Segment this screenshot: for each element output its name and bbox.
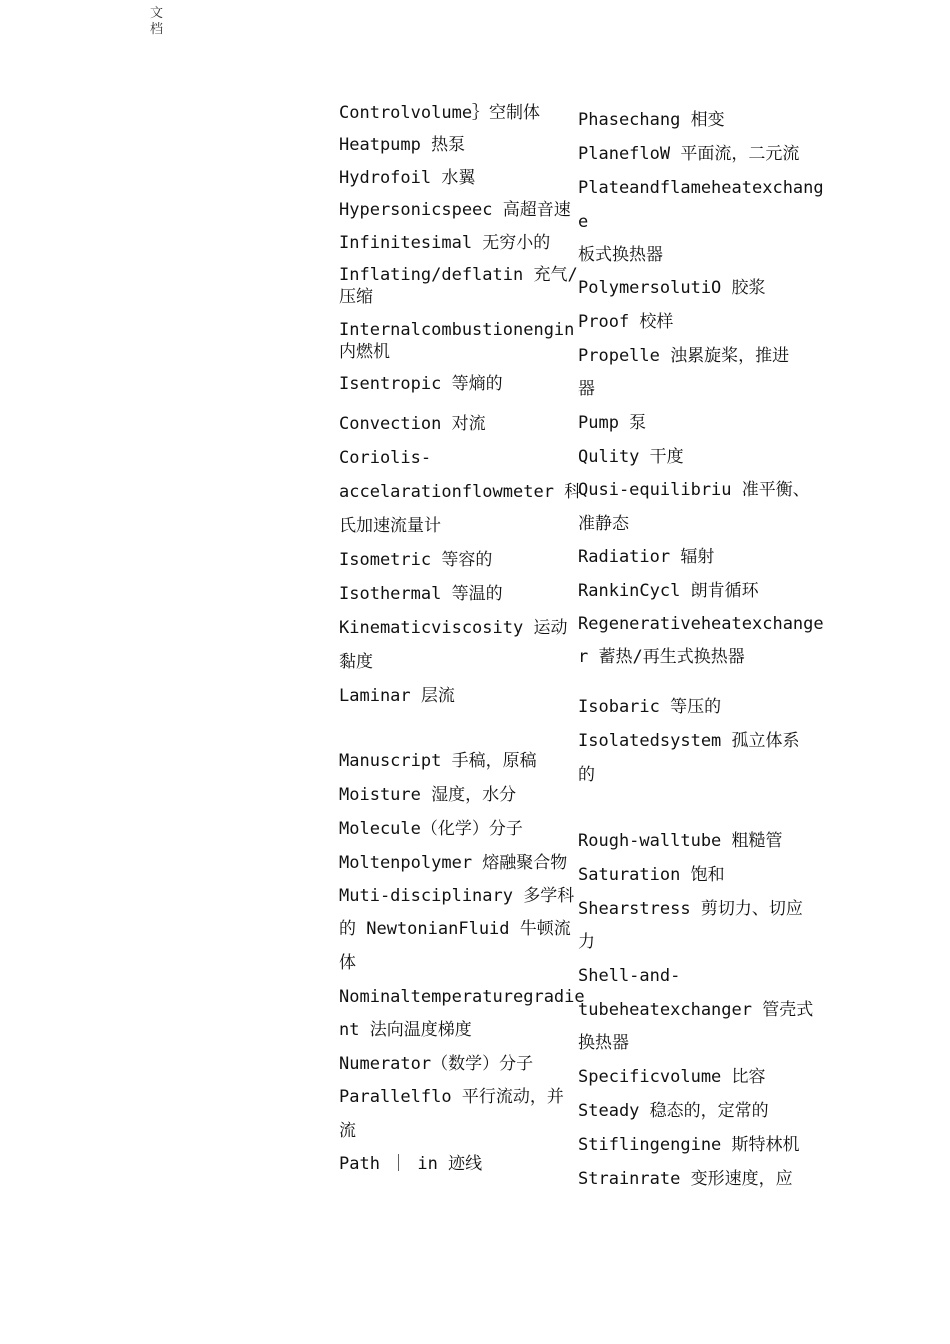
glossary-entry: Moltenpolymer 熔融聚合物	[339, 853, 568, 873]
glossary-entry: Proof 校样	[578, 312, 674, 332]
glossary-entry: Rough-walltube 粗糙管	[578, 831, 783, 851]
glossary-entry: Inflating/deflatin 充气/	[339, 265, 578, 285]
glossary-entry: 氏加速流量计	[339, 516, 441, 536]
glossary-entry: Strainrate 变形速度，应	[578, 1169, 793, 1189]
glossary-entry: tubeheatexchanger 管壳式	[578, 1000, 814, 1020]
glossary-entry: nt 法向温度梯度	[339, 1020, 472, 1040]
glossary-entry: Qusi-equilibriu 准平衡、	[578, 480, 810, 500]
glossary-entry: Shearstress 剪切力、切应	[578, 899, 803, 919]
glossary-entry: Heatpump 热泵	[339, 135, 466, 155]
glossary-entry: Laminar 层流	[339, 686, 455, 706]
glossary-entry: Infinitesimal 无穷小的	[339, 233, 551, 253]
glossary-entry: Pump 泵	[578, 413, 647, 433]
glossary-entry: Parallelflo 平行流动，并	[339, 1087, 564, 1107]
glossary-entry: PolymersolutiO 胶浆	[578, 278, 766, 298]
glossary-entry: Nominaltemperaturegradie	[339, 987, 585, 1007]
glossary-entry: 的	[578, 765, 595, 785]
glossary-entry: 内燃机	[339, 342, 390, 362]
glossary-entry: Molecule（化学）分子	[339, 819, 523, 839]
glossary-entry: Controlvolume｝空制体	[339, 103, 541, 123]
glossary-entry: Radiatior 辐射	[578, 547, 715, 567]
glossary-entry: Isolatedsystem 孤立体系	[578, 731, 800, 751]
glossary-entry: PlanefloW 平面流，二元流	[578, 144, 800, 164]
glossary-entry: Convection 对流	[339, 414, 486, 434]
glossary-entry: Plateandflameheatexchang	[578, 178, 824, 198]
glossary-entry: e	[578, 212, 589, 232]
glossary-entry: RankinCycl 朗肯循环	[578, 581, 759, 601]
glossary-entry: 黏度	[339, 652, 373, 672]
glossary-entry: Stiflingengine 斯特林机	[578, 1135, 800, 1155]
glossary-entry: 的 NewtonianFluid 牛顿流	[339, 919, 571, 939]
glossary-entry: Isothermal 等温的	[339, 584, 503, 604]
glossary-entry: Kinematicviscosity 运动	[339, 618, 568, 638]
glossary-entry: Phasechang 相变	[578, 110, 725, 130]
glossary-entry: 力	[578, 932, 595, 952]
glossary-entry: Path ｜ in 迹线	[339, 1154, 483, 1174]
glossary-entry: Hypersonicspeec 高超音速	[339, 200, 571, 220]
glossary-entry: 板式换热器	[578, 245, 663, 265]
glossary-entry: Isometric 等容的	[339, 550, 493, 570]
glossary-entry: Propelle 浊累旋桨，推进	[578, 346, 790, 366]
glossary-entry: 体	[339, 953, 356, 973]
glossary-entry: Internalcombustionengin	[339, 320, 575, 340]
glossary-entry: accelarationflowmeter 科	[339, 482, 582, 502]
glossary-entry: Isentropic 等熵的	[339, 374, 503, 394]
glossary-entry: Qulity 干度	[578, 447, 684, 467]
glossary-entry: Manuscript 手稿，原稿	[339, 751, 537, 771]
glossary-entry: Steady 稳态的，定常的	[578, 1101, 769, 1121]
glossary-entry: Hydrofoil 水翼	[339, 168, 476, 188]
glossary-entry: r 蓄热/再生式换热器	[578, 647, 745, 667]
glossary-entry: 压缩	[339, 287, 373, 307]
glossary-entry: Numerator（数学）分子	[339, 1054, 534, 1074]
glossary-entry: Shell-and-	[578, 966, 681, 986]
glossary-entry: Isobaric 等压的	[578, 697, 722, 717]
glossary-entry: Saturation 饱和	[578, 865, 725, 885]
glossary-entry: Moisture 湿度，水分	[339, 785, 517, 805]
glossary-entry: 器	[578, 379, 595, 399]
glossary-entry: Specificvolume 比容	[578, 1067, 766, 1087]
glossary-entry: Coriolis-	[339, 448, 432, 468]
glossary-entry: 流	[339, 1121, 356, 1141]
glossary-entry: 换热器	[578, 1033, 629, 1053]
glossary-entry: 准静态	[578, 514, 629, 534]
page-header-label: 文档	[150, 6, 164, 37]
glossary-entry: Muti-disciplinary 多学科	[339, 886, 575, 906]
glossary-entry: Regenerativeheatexchange	[578, 614, 824, 634]
